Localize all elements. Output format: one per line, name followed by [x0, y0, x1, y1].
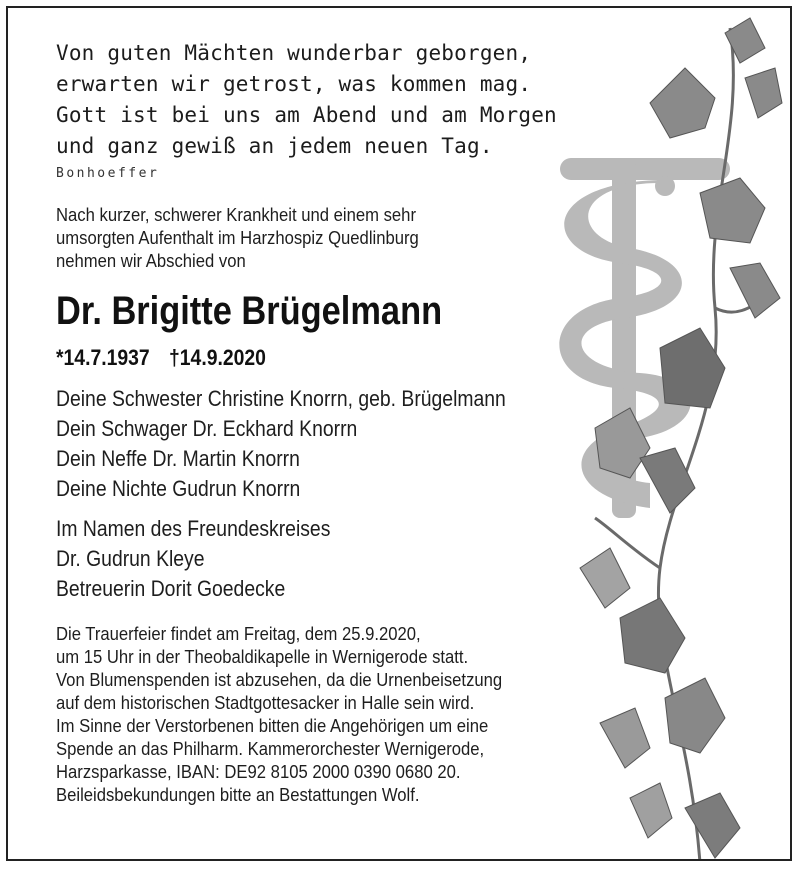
obituary-content	[56, 38, 616, 806]
intro-text	[56, 203, 616, 272]
notice-line: um 15 Uhr in der Theobaldikapelle in Wernigerode statt.	[56, 646, 469, 667]
family-mourners	[56, 384, 616, 504]
notice-line: auf dem historischen Stadtgottesacker in Halle sein wird.	[56, 692, 475, 713]
intro-line: nehmen wir Abschied von	[56, 250, 246, 271]
mourner: Deine Nichte Gudrun Knorrn	[56, 476, 301, 501]
mourner: Dein Neffe Dr. Martin Knorrn	[56, 446, 300, 471]
mourner: Betreuerin Dorit Goedecke	[56, 576, 286, 601]
birth-date: *14.7.1937	[56, 345, 150, 370]
notice-line: Die Trauerfeier findet am Freitag, dem 25.9.2020,	[56, 623, 421, 644]
bonhoeffer-poem	[56, 38, 616, 181]
notice-line: Spende an das Philharm. Kammerorchester Wernigerode,	[56, 738, 485, 759]
notice-line: Harzsparkasse, IBAN: DE92 8105 2000 0390 0680 20.	[56, 761, 461, 782]
friends-mourners	[56, 514, 616, 604]
obituary-frame	[6, 6, 792, 861]
poem-line: Gott ist bei uns am Abend und am Morgen	[56, 103, 557, 127]
deceased-name: Dr. Brigitte Brügelmann	[56, 289, 443, 333]
poem-line: und ganz gewiß an jedem neuen Tag.	[56, 134, 493, 158]
intro-line: Nach kurzer, schwerer Krankheit und einem sehr	[56, 204, 416, 225]
mourner: Im Namen des Freundeskreises	[56, 516, 331, 541]
funeral-notice	[56, 622, 616, 806]
intro-line: umsorgten Aufenthalt im Harzhospiz Quedlinburg	[56, 227, 419, 248]
notice-line: Von Blumenspenden ist abzusehen, da die Urnenbeisetzung	[56, 669, 503, 690]
poem-author: Bonhoeffer	[56, 166, 160, 181]
notice-line: Im Sinne der Verstorbenen bitten die Angehörigen um eine	[56, 715, 489, 736]
death-date: †14.9.2020	[169, 345, 266, 370]
mourner: Dein Schwager Dr. Eckhard Knorrn	[56, 416, 358, 441]
mourner: Dr. Gudrun Kleye	[56, 546, 205, 571]
life-dates	[56, 344, 549, 372]
mourner: Deine Schwester Christine Knorrn, geb. Brügelmann	[56, 386, 506, 411]
poem-line: erwarten wir getrost, was kommen mag.	[56, 72, 532, 96]
poem-line: Von guten Mächten wunderbar geborgen,	[56, 41, 532, 65]
notice-line: Beileidsbekundungen bitte an Bestattungen Wolf.	[56, 784, 420, 805]
